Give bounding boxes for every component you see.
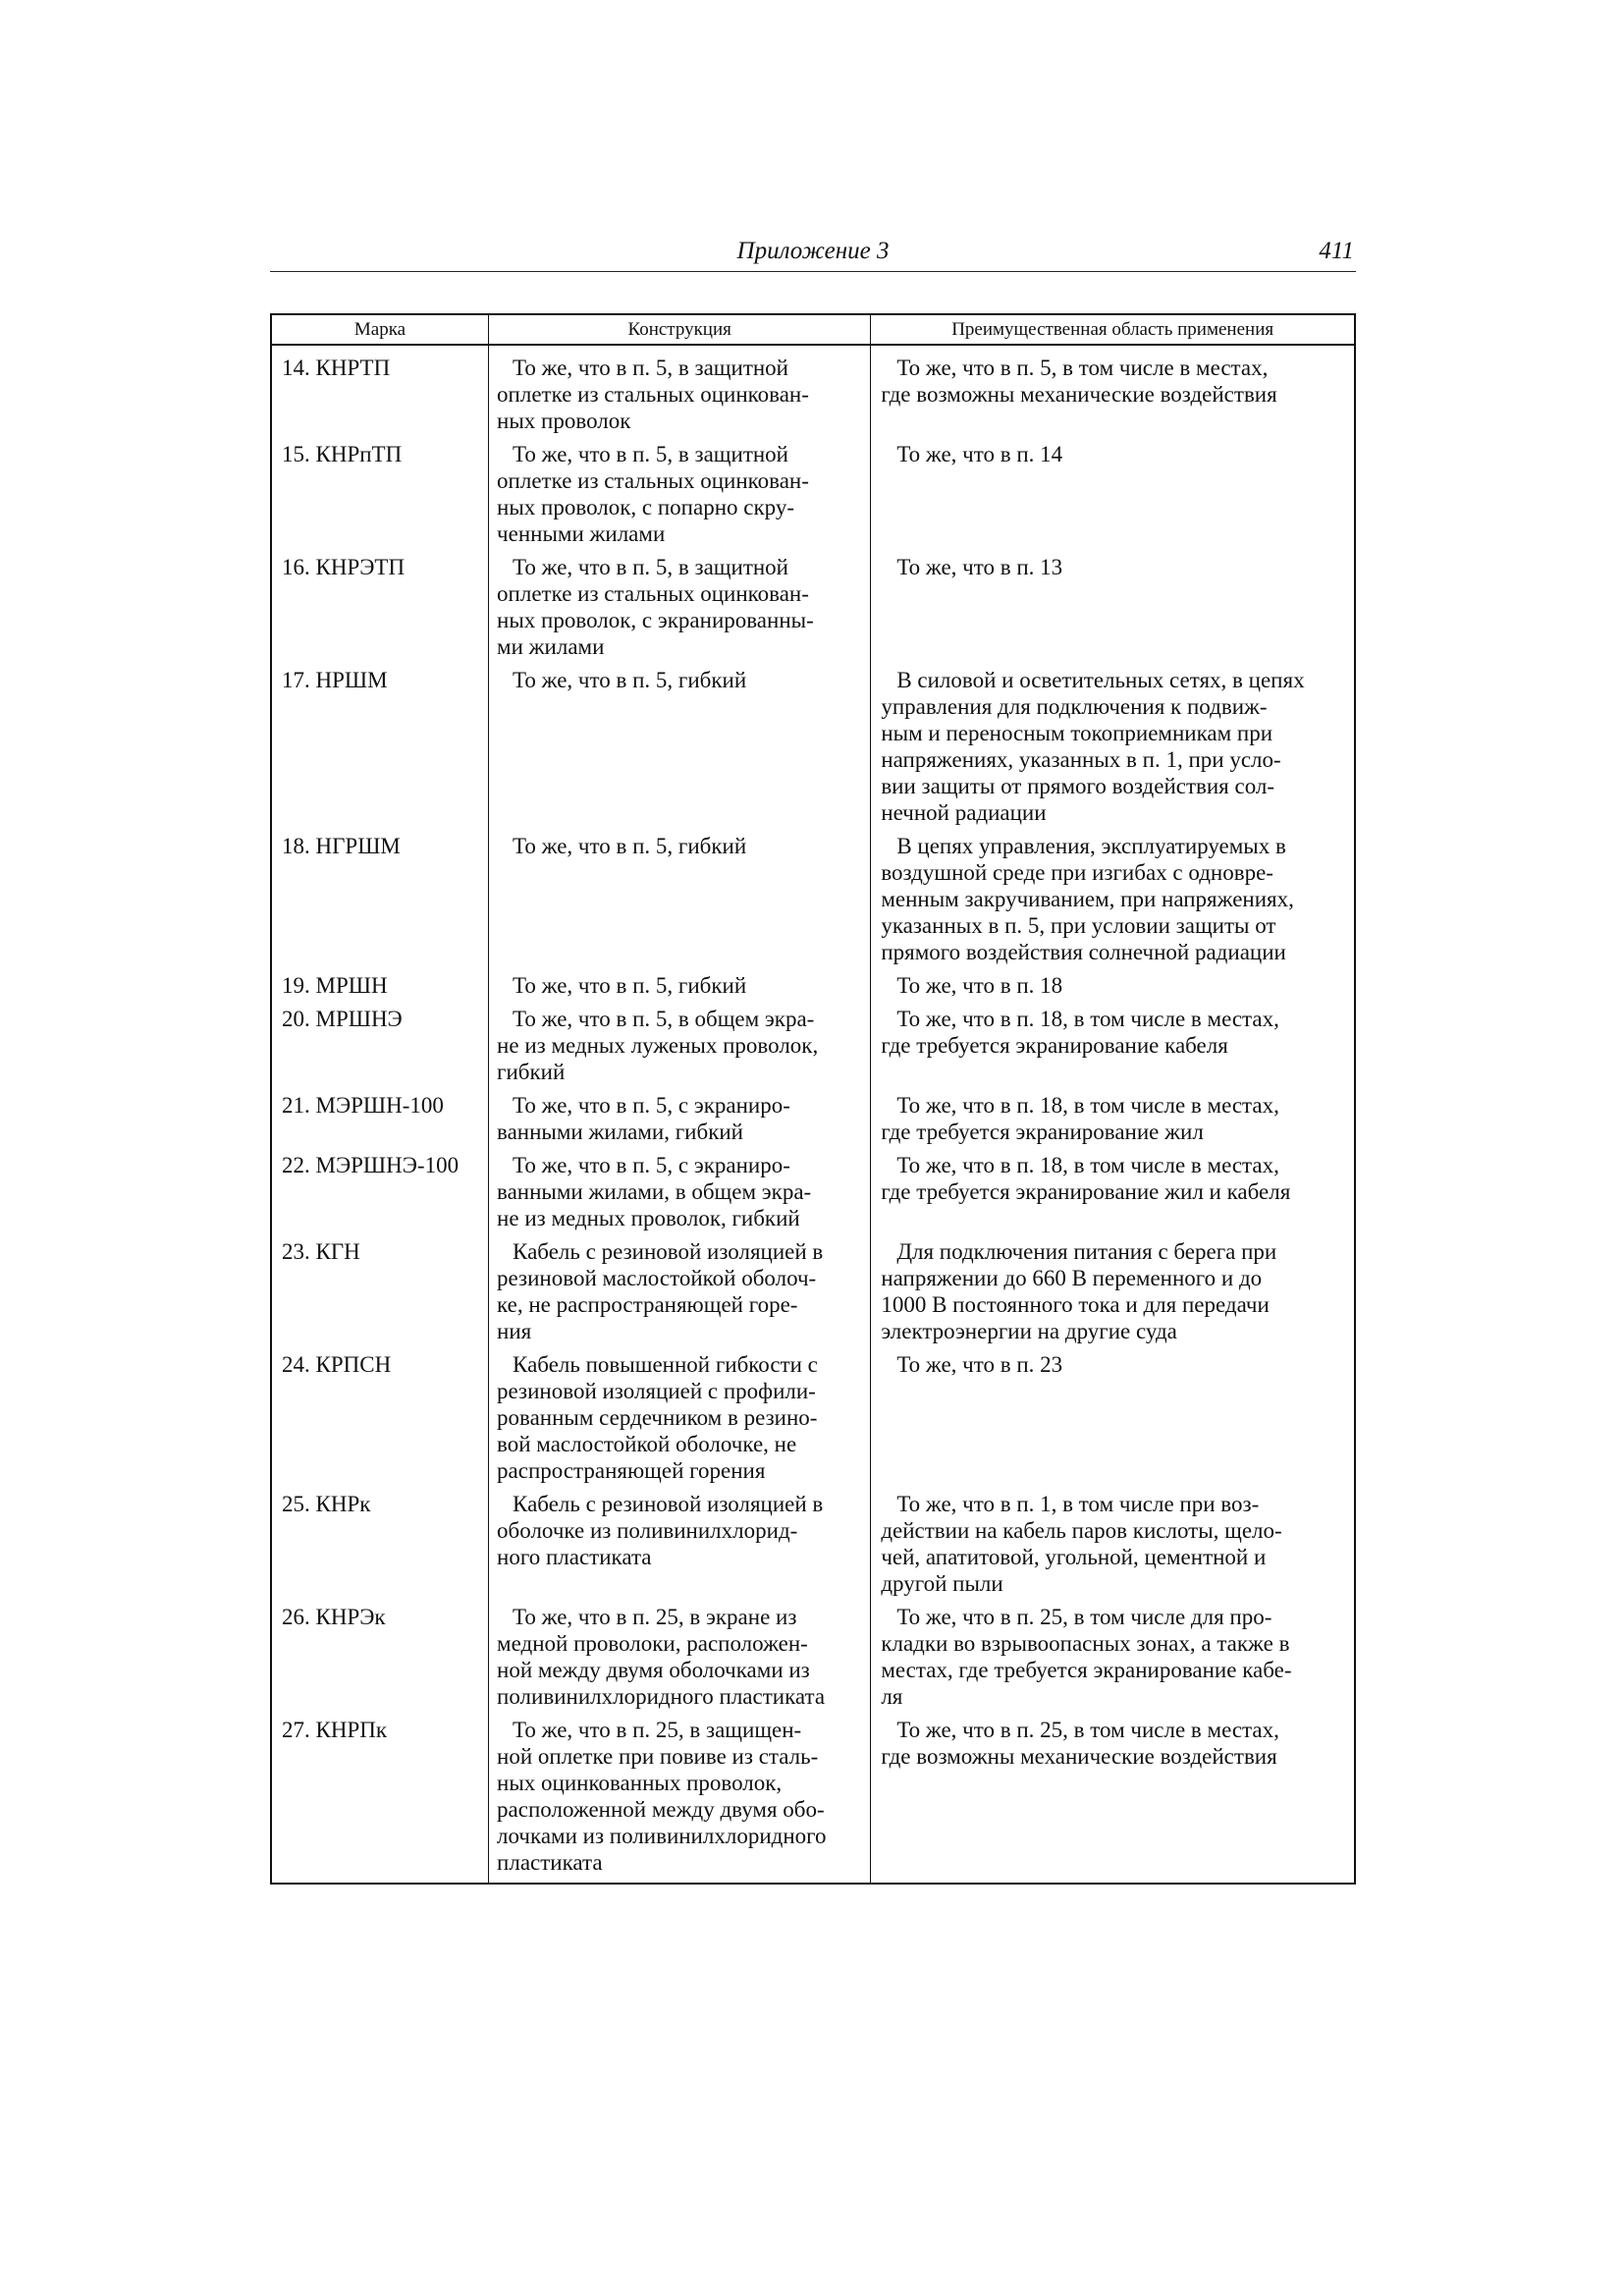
cell-construction bbox=[489, 1092, 871, 1152]
cell-mark: 27. КНРПк bbox=[282, 1718, 388, 1742]
cell-mark: 22. МЭРШНЭ-100 bbox=[282, 1153, 460, 1177]
construction-line: оплетке из стальных оцинкован- bbox=[497, 382, 809, 407]
cell-mark: 20. МРШНЭ bbox=[282, 1007, 403, 1031]
table-row bbox=[271, 1604, 1355, 1717]
construction-line: ми жилами bbox=[497, 634, 605, 659]
construction-line: То же, что в п. 5, с экраниро- bbox=[513, 1153, 790, 1177]
cell-mark: 26. КНРЭк bbox=[282, 1605, 386, 1629]
cell-application bbox=[871, 1604, 1355, 1717]
cell-mark: 18. НГРШМ bbox=[282, 834, 401, 858]
cell-mark: 25. КНРк bbox=[282, 1492, 371, 1516]
table-row bbox=[271, 441, 1355, 554]
application-line: В цепях управления, эксплуатируемых в bbox=[896, 834, 1286, 858]
construction-line: То же, что в п. 5, гибкий bbox=[513, 668, 747, 692]
construction-line: ных проволок, с попарно скру- bbox=[497, 495, 794, 519]
table-row bbox=[271, 1717, 1355, 1884]
cell-application bbox=[871, 1152, 1355, 1238]
cell-application bbox=[871, 1238, 1355, 1351]
application-line: То же, что в п. 25, в том числе в местах, bbox=[896, 1718, 1279, 1742]
cell-construction bbox=[489, 1717, 871, 1884]
cell-mark: 19. МРШН bbox=[282, 973, 388, 998]
construction-line: Кабель повышенной гибкости с bbox=[513, 1352, 818, 1377]
construction-line: То же, что в п. 5, в защитной bbox=[513, 555, 788, 579]
application-line: указанных в п. 5, при условии защиты от bbox=[881, 913, 1276, 938]
application-line: воздушной среде при изгибах с одновре- bbox=[881, 860, 1273, 885]
cell-mark: 15. КНРпТП bbox=[282, 442, 403, 466]
cell-application bbox=[871, 972, 1355, 1006]
application-line: чей, апатитовой, угольной, цементной и bbox=[881, 1545, 1267, 1569]
construction-line: ванными жилами, в общем экра- bbox=[497, 1179, 812, 1204]
application-line: электроэнергии на другие суда bbox=[881, 1319, 1177, 1343]
table-header-row bbox=[271, 314, 1355, 345]
construction-line: Кабель с резиновой изоляцией в bbox=[513, 1239, 824, 1264]
construction-line: Кабель с резиновой изоляцией в bbox=[513, 1492, 824, 1516]
application-line: действии на кабель паров кислоты, щело- bbox=[881, 1518, 1282, 1543]
application-line: То же, что в п. 5, в том числе в местах, bbox=[896, 355, 1269, 380]
application-line: напряжении до 660 В переменного и до bbox=[881, 1266, 1263, 1290]
table-row bbox=[271, 1152, 1355, 1238]
application-line: То же, что в п. 18, в том числе в местах, bbox=[896, 1153, 1279, 1177]
cell-construction bbox=[489, 1351, 871, 1491]
construction-line: То же, что в п. 25, в экране из bbox=[513, 1605, 797, 1629]
application-line: То же, что в п. 18, в том числе в местах, bbox=[896, 1093, 1279, 1118]
cable-table bbox=[270, 313, 1356, 1885]
cell-construction bbox=[489, 1238, 871, 1351]
construction-line: оболочке из поливинилхлорид- bbox=[497, 1518, 798, 1543]
cell-construction bbox=[489, 1604, 871, 1717]
running-head-title: Приложение 3 bbox=[736, 238, 890, 264]
table-body bbox=[271, 345, 1355, 1884]
application-line: В силовой и осветительных сетях, в цепях bbox=[896, 668, 1305, 692]
application-line: нечной радиации bbox=[881, 800, 1047, 825]
application-line: управления для подключения к подвиж- bbox=[881, 694, 1268, 719]
construction-line: расположенной между двумя обо- bbox=[497, 1797, 825, 1822]
cell-application bbox=[871, 1491, 1355, 1604]
application-line: То же, что в п. 18, в том числе в местах, bbox=[896, 1007, 1279, 1031]
cell-construction bbox=[489, 345, 871, 441]
cell-mark: 16. КНРЭТП bbox=[282, 555, 406, 579]
table-row bbox=[271, 345, 1355, 441]
cell-construction bbox=[489, 1152, 871, 1238]
application-line: другой пыли bbox=[881, 1571, 1003, 1596]
construction-line: То же, что в п. 5, гибкий bbox=[513, 973, 747, 998]
application-line: где требуется экранирование жил и кабеля bbox=[881, 1179, 1291, 1204]
construction-line: ной между двумя оболочками из bbox=[497, 1658, 810, 1682]
header-mark: Марка bbox=[271, 314, 489, 345]
construction-line: рованным сердечником в резино- bbox=[497, 1405, 818, 1430]
cell-construction bbox=[489, 1006, 871, 1092]
cell-application bbox=[871, 1092, 1355, 1152]
construction-line: То же, что в п. 5, в общем экра- bbox=[513, 1007, 815, 1031]
cell-application bbox=[871, 833, 1355, 972]
cell-construction bbox=[489, 1491, 871, 1604]
application-line: То же, что в п. 25, в том числе для про- bbox=[896, 1605, 1272, 1629]
table-row bbox=[271, 833, 1355, 972]
application-line: где требуется экранирование жил bbox=[881, 1120, 1204, 1144]
cell-mark: 23. КГН bbox=[282, 1239, 360, 1264]
construction-line: ного пластиката bbox=[497, 1545, 652, 1569]
construction-line: То же, что в п. 5, в защитной bbox=[513, 442, 788, 466]
application-line: То же, что в п. 13 bbox=[896, 555, 1063, 579]
cell-mark: 21. МЭРШН-100 bbox=[282, 1093, 444, 1118]
construction-line: не из медных луженых проволок, bbox=[497, 1033, 819, 1058]
header-application: Преимущественная область применения bbox=[871, 314, 1355, 345]
construction-line: пластиката bbox=[497, 1850, 603, 1875]
table-row bbox=[271, 554, 1355, 667]
table-row bbox=[271, 1092, 1355, 1152]
table-row bbox=[271, 1351, 1355, 1491]
application-line: местах, где требуется экранирование кабе- bbox=[881, 1658, 1292, 1682]
construction-line: То же, что в п. 5, гибкий bbox=[513, 834, 747, 858]
construction-line: То же, что в п. 5, в защитной bbox=[513, 355, 788, 380]
cell-application bbox=[871, 554, 1355, 667]
construction-line: То же, что в п. 5, с экраниро- bbox=[513, 1093, 790, 1118]
construction-line: лочками из поливинилхлоридного bbox=[497, 1824, 827, 1848]
cell-application bbox=[871, 441, 1355, 554]
construction-line: ченными жилами bbox=[497, 521, 666, 546]
table-row bbox=[271, 1491, 1355, 1604]
cell-construction bbox=[489, 833, 871, 972]
cell-mark: 17. НРШМ bbox=[282, 668, 388, 692]
table-row bbox=[271, 1006, 1355, 1092]
construction-line: поливинилхлоридного пластиката bbox=[497, 1684, 826, 1709]
application-line: напряжениях, указанных в п. 1, при усло- bbox=[881, 747, 1281, 772]
header-construction: Конструкция bbox=[489, 314, 871, 345]
cell-mark: 14. КНРТП bbox=[282, 355, 391, 380]
cell-construction bbox=[489, 441, 871, 554]
application-line: кладки во взрывоопасных зонах, а также в bbox=[881, 1631, 1290, 1656]
cell-application bbox=[871, 667, 1355, 833]
page-number: 411 bbox=[1319, 238, 1354, 264]
running-head bbox=[270, 236, 1356, 272]
cell-application bbox=[871, 345, 1355, 441]
application-line: То же, что в п. 18 bbox=[896, 973, 1063, 998]
application-line: 1000 В постоянного тока и для передачи bbox=[881, 1292, 1270, 1317]
cell-application bbox=[871, 1351, 1355, 1491]
construction-line: ния bbox=[497, 1319, 532, 1343]
construction-line: гибкий bbox=[497, 1060, 566, 1084]
application-line: То же, что в п. 1, в том числе при воз- bbox=[896, 1492, 1260, 1516]
construction-line: оплетке из стальных оцинкован- bbox=[497, 581, 809, 606]
table-row bbox=[271, 972, 1355, 1006]
construction-line: не из медных проволок, гибкий bbox=[497, 1206, 800, 1230]
cell-construction bbox=[489, 972, 871, 1006]
construction-line: резиновой изоляцией с профили- bbox=[497, 1379, 816, 1403]
construction-line: резиновой маслостойкой оболоч- bbox=[497, 1266, 817, 1290]
cell-mark: 24. КРПСН bbox=[282, 1352, 392, 1377]
application-line: То же, что в п. 14 bbox=[896, 442, 1063, 466]
construction-line: ванными жилами, гибкий bbox=[497, 1120, 743, 1144]
construction-line: вой маслостойкой оболочке, не bbox=[497, 1432, 797, 1456]
construction-line: оплетке из стальных оцинкован- bbox=[497, 468, 809, 493]
application-line: где возможны механические воздействия bbox=[881, 1744, 1277, 1769]
application-line: Для подключения питания с берега при bbox=[896, 1239, 1277, 1264]
construction-line: ных оцинкованных проволок, bbox=[497, 1771, 783, 1795]
construction-line: ных проволок bbox=[497, 409, 631, 433]
application-line: ля bbox=[881, 1684, 903, 1709]
construction-line: ной оплетке при повиве из сталь- bbox=[497, 1744, 819, 1769]
application-line: менным закручиванием, при напряжениях, bbox=[881, 887, 1294, 911]
cell-application bbox=[871, 1717, 1355, 1884]
cell-construction bbox=[489, 554, 871, 667]
construction-line: ных проволок, с экранированны- bbox=[497, 608, 814, 632]
cell-application bbox=[871, 1006, 1355, 1092]
construction-line: медной проволоки, расположен- bbox=[497, 1631, 808, 1656]
application-line: где требуется экранирование кабеля bbox=[881, 1033, 1228, 1058]
cell-construction bbox=[489, 667, 871, 833]
application-line: прямого воздействия солнечной радиации bbox=[881, 940, 1286, 964]
application-line: вии защиты от прямого воздействия сол- bbox=[881, 774, 1275, 798]
construction-line: распространяющей горения bbox=[497, 1458, 766, 1483]
construction-line: ке, не распространяющей горе- bbox=[497, 1292, 798, 1317]
application-line: ным и переносным токоприемникам при bbox=[881, 721, 1273, 745]
table-row bbox=[271, 1238, 1355, 1351]
application-line: То же, что в п. 23 bbox=[896, 1352, 1063, 1377]
construction-line: То же, что в п. 25, в защищен- bbox=[513, 1718, 802, 1742]
application-line: где возможны механические воздействия bbox=[881, 382, 1277, 407]
table-row bbox=[271, 667, 1355, 833]
